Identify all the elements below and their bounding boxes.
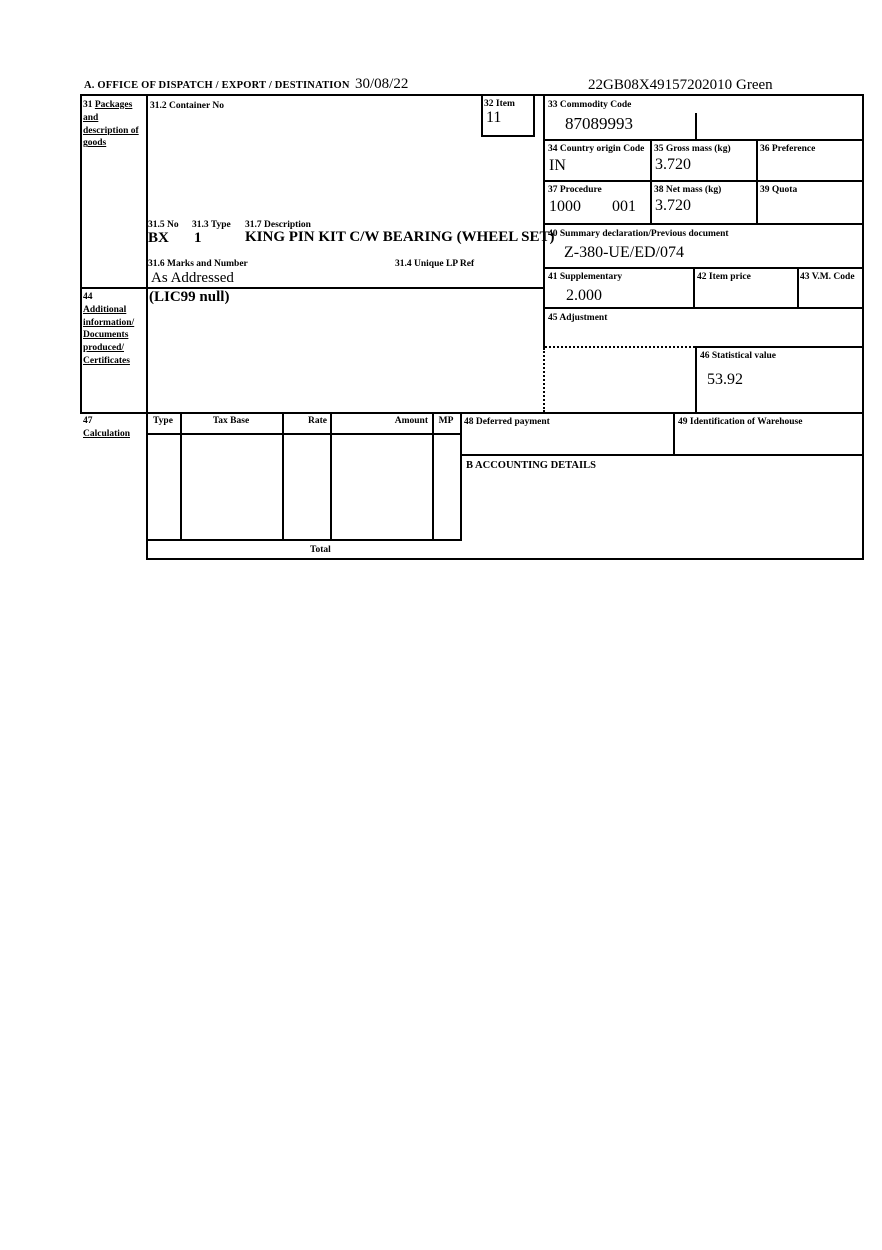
divider: [146, 558, 864, 560]
border-line: [146, 94, 148, 560]
border-line: [330, 412, 332, 541]
border-line: [180, 412, 182, 541]
calc-header-type: Type: [153, 416, 173, 426]
dotted-divider: [545, 346, 695, 348]
additional-information-value: (LIC99 null): [149, 289, 230, 305]
divider: [146, 539, 462, 541]
border-line: [543, 94, 545, 348]
border-line: [282, 412, 284, 541]
box37-procedure-label: 37 Procedure: [548, 185, 602, 195]
box41-supplementary-value: 2.000: [566, 287, 602, 304]
border-line: [797, 267, 799, 309]
accounting-details-label: B ACCOUNTING DETAILS: [466, 460, 596, 471]
border-line: [695, 346, 697, 412]
box43-vm-code-label: 43 V.M. Code: [800, 272, 855, 282]
box33-commodity-value: 87089993: [565, 114, 633, 133]
box37-procedure-value1: 1000: [549, 198, 581, 215]
divider: [80, 94, 864, 96]
box42-item-price-label: 42 Item price: [697, 272, 751, 282]
office-of-dispatch-label: A. OFFICE OF DISPATCH / EXPORT / DESTINATION: [84, 80, 350, 91]
divider: [543, 139, 864, 141]
box45-adjustment-label: 45 Adjustment: [548, 313, 608, 323]
box35-gross-mass-label: 35 Gross mass (kg): [654, 144, 731, 154]
box31-6-marks-label: 31.6 Marks and Number: [148, 259, 248, 269]
box44-number: 44: [83, 292, 93, 302]
box41-supplementary-label: 41 Supplementary: [548, 272, 623, 282]
marks-value: As Addressed: [151, 270, 234, 286]
divider: [460, 454, 864, 456]
box39-quota-label: 39 Quota: [760, 185, 798, 195]
dotted-border-line: [543, 348, 545, 412]
box32-item-value: 11: [486, 109, 502, 126]
border-line: [862, 94, 864, 560]
border-line: [693, 267, 695, 309]
calc-header-mp: MP: [438, 416, 454, 426]
box47-number: 47: [83, 416, 93, 426]
box46-statistical-value: 53.92: [707, 371, 743, 388]
package-kind-value: BX: [148, 230, 169, 246]
border-line: [481, 94, 483, 137]
box47-label-text: Calculation: [83, 428, 130, 439]
divider: [695, 346, 864, 348]
box31-3-type-label: 31.3 Type: [192, 220, 231, 230]
divider: [146, 433, 462, 435]
calc-total-label: Total: [310, 545, 331, 555]
box48-deferred-payment-label: 48 Deferred payment: [464, 417, 550, 427]
box36-preference-label: 36 Preference: [760, 144, 816, 154]
calc-header-tax-base: Tax Base: [212, 416, 250, 426]
box31-5-no-label: 31.5 No: [148, 220, 179, 230]
routing-status: Green: [736, 77, 773, 93]
box34-origin-value: IN: [549, 157, 566, 174]
box44-label: [83, 291, 143, 368]
divider: [543, 267, 864, 269]
box32-item-label: 32 Item: [484, 99, 515, 109]
border-line: [533, 94, 535, 137]
border-line: [673, 412, 675, 456]
box38-net-mass-value: 3.720: [655, 197, 691, 214]
package-count-value: 1: [194, 230, 202, 246]
box37-procedure-value2: 001: [612, 198, 636, 215]
box31-7-description-label: 31.7 Description: [245, 220, 311, 230]
border-line: [432, 412, 434, 541]
divider: [80, 412, 864, 414]
border-line: [80, 94, 82, 414]
box40-previous-doc-value: Z-380-UE/ED/074: [564, 244, 684, 261]
movement-reference: 22GB08X49157202010: [588, 77, 733, 93]
box31-4-lp-ref-label: 31.4 Unique LP Ref: [395, 259, 475, 269]
divider: [543, 180, 864, 182]
box46-statistical-value-label: 46 Statistical value: [700, 351, 776, 361]
calc-header-amount: Amount: [394, 416, 428, 426]
goods-description-value: KING PIN KIT C/W BEARING (WHEEL SET): [245, 229, 555, 245]
box31-label-text: Packages and description of goods: [83, 100, 139, 149]
divider: [543, 307, 864, 309]
box35-gross-mass-value: 3.720: [655, 156, 691, 173]
box34-origin-label: 34 Country origin Code: [548, 144, 645, 154]
calc-header-rate: Rate: [308, 416, 327, 426]
box31-label: [83, 99, 143, 150]
box38-net-mass-label: 38 Net mass (kg): [654, 185, 722, 195]
box31-number: 31: [83, 100, 93, 110]
border-line: [460, 412, 462, 541]
border-line: [756, 139, 758, 225]
box33-commodity-label: 33 Commodity Code: [548, 100, 632, 110]
box44-label-text: Additional information/ Documents produced/ Certificates: [83, 304, 135, 367]
declaration-date: 30/08/22: [355, 76, 409, 92]
divider: [543, 223, 864, 225]
border-line: [650, 139, 652, 225]
commodity-code-tick: [695, 113, 697, 139]
box47-label: [83, 415, 143, 441]
box40-previous-doc-label: 40 Summary declaration/Previous document: [548, 229, 729, 239]
box49-warehouse-label: 49 Identification of Warehouse: [678, 417, 803, 427]
box31-2-container-label: 31.2 Container No: [150, 101, 224, 111]
divider: [481, 135, 535, 137]
